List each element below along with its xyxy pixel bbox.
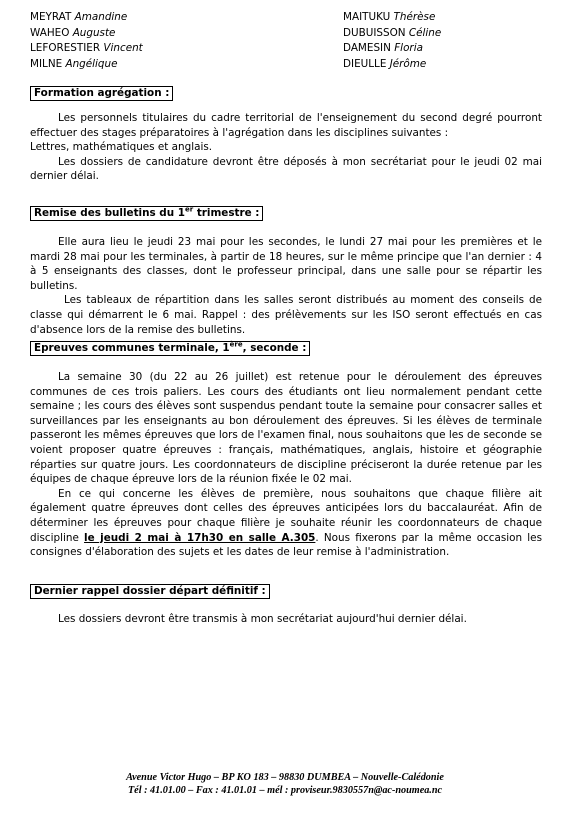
title-text: , seconde : [242, 342, 307, 354]
last-name: MAITUKU [343, 11, 391, 23]
title-text: Remise des bulletins du 1 [34, 207, 185, 219]
paragraph: Elle aura lieu le jeudi 23 mai pour les secondes, le lundi 27 mai pour les premières et le mardi 28 mai pour les terminales, à partir de 18 heures, sur le même principe que l'an dernier : 4 à 5 enseignants des classes, dont le professeur principal, dans une salle pour se répartir les bulletins. [30, 236, 542, 292]
names-right-column [343, 10, 441, 72]
first-name: Thérèse [393, 11, 436, 23]
last-name: DUBUISSON [343, 26, 406, 39]
text-run: En ce qui concerne les élèves de première, nous souhaitons que chaque filière ait également quatre épreuves dont celles des épreuves anticipées lors du baccalauréat. Afin de déterminer les épreuves pour chaque filière je souhaite réunir les coordonnateurs de chaque discipline [30, 487, 542, 544]
section-body-rappel [30, 612, 542, 627]
last-name: LEFORESTIER [30, 42, 101, 54]
paragraph: Les dossiers de candidature devront être déposés à mon secrétariat pour le jeudi 02 mai dernier délai. [30, 155, 542, 183]
paragraph: Les tableaux de répartition dans les salles seront distribués au moment des conseils de classe qui démarrent le 6 mai. Rappel : des prélèvements sur les ISO seront effectués en cas d'absence lors de la remise des bulletins. [30, 294, 542, 336]
name-entry [30, 10, 143, 26]
name-entry [343, 10, 441, 26]
names-left-column [30, 10, 143, 72]
paragraph: La semaine 30 (du 22 au 26 juillet) est retenue pour le déroulement des épreuves communes de ces trois paliers. Les cours des étudiants ont lieu normalement pendant cette semaine ; les cours des élèves sont suspendus pendant toute la semaine pour consacrer salles et surveillances par les enseignants au bon déroulement des épreuves. Si les élèves de terminale passeront les mêmes épreuves que lors de l'examen final, nous souhaitons que les de seconde se voient proposer quatre épreuves : français, mathématiques, anglais, histoire et géographie réparties sur quatre jours. Les coordonnateurs de discipline préciseront la durée retenue par les équipes de chaque épreuve lors de la réunion fixée le 02 mai. [30, 371, 542, 486]
section-title-rappel: Dernier rappel dossier départ définitif : [30, 584, 270, 599]
last-name: MILNE [30, 57, 63, 70]
title-superscript: er [185, 205, 194, 214]
first-name: Céline [408, 26, 442, 39]
last-name: DIEULLE [343, 57, 387, 70]
name-entry [343, 26, 441, 42]
section-title-bulletins [30, 206, 263, 221]
text-run: . Nous fixerons par la même occasion les consignes d'élaboration des sujets et les dates de leur remise à l'administration. [30, 531, 542, 559]
footer-line: Avenue Victor Hugo – BP KO 183 – 98830 DUMBEA – Nouvelle-Calédonie [126, 772, 444, 783]
section-body-epreuves [30, 370, 542, 560]
first-name: Vincent [103, 42, 143, 54]
first-name: Jérôme [389, 57, 427, 70]
name-entry [343, 41, 441, 57]
first-name: Auguste [72, 26, 116, 39]
title-superscript: ère [229, 340, 243, 349]
section-title-formation: Formation agrégation : [30, 86, 173, 101]
last-name: MEYRAT [30, 11, 72, 23]
name-entry [343, 57, 441, 73]
name-entry [30, 57, 143, 73]
section-title-epreuves [30, 341, 310, 356]
last-name: WAHEO [30, 26, 70, 39]
title-text: trimestre : [193, 207, 260, 219]
name-entry [30, 41, 143, 57]
last-name: DAMESIN [343, 42, 391, 54]
name-entry [30, 26, 143, 42]
paragraph [30, 487, 542, 560]
footer-address [0, 772, 570, 797]
section-body-bulletins [30, 235, 542, 337]
first-name: Floria [394, 42, 423, 54]
first-name: Angélique [65, 57, 118, 70]
underlined-meeting-info: le jeudi 2 mai à 17h30 en salle A.305 [84, 531, 316, 544]
footer-line: Tél : 41.01.00 – Fax : 41.01.01 – mél : proviseur.9830557n@ac-noumea.nc [127, 784, 443, 796]
section-body-formation [30, 111, 542, 184]
paragraph: Les dossiers devront être transmis à mon secrétariat aujourd'hui dernier délai. [58, 613, 467, 625]
first-name: Amandine [74, 11, 128, 23]
title-text: Epreuves communes terminale, 1 [34, 342, 230, 354]
paragraph: Les personnels titulaires du cadre territorial de l'enseignement du second degré pourront effectuer des stages préparatoires à l'agrégation dans les disciplines suivantes : [30, 112, 542, 139]
paragraph: Lettres, mathématiques et anglais. [30, 141, 213, 154]
